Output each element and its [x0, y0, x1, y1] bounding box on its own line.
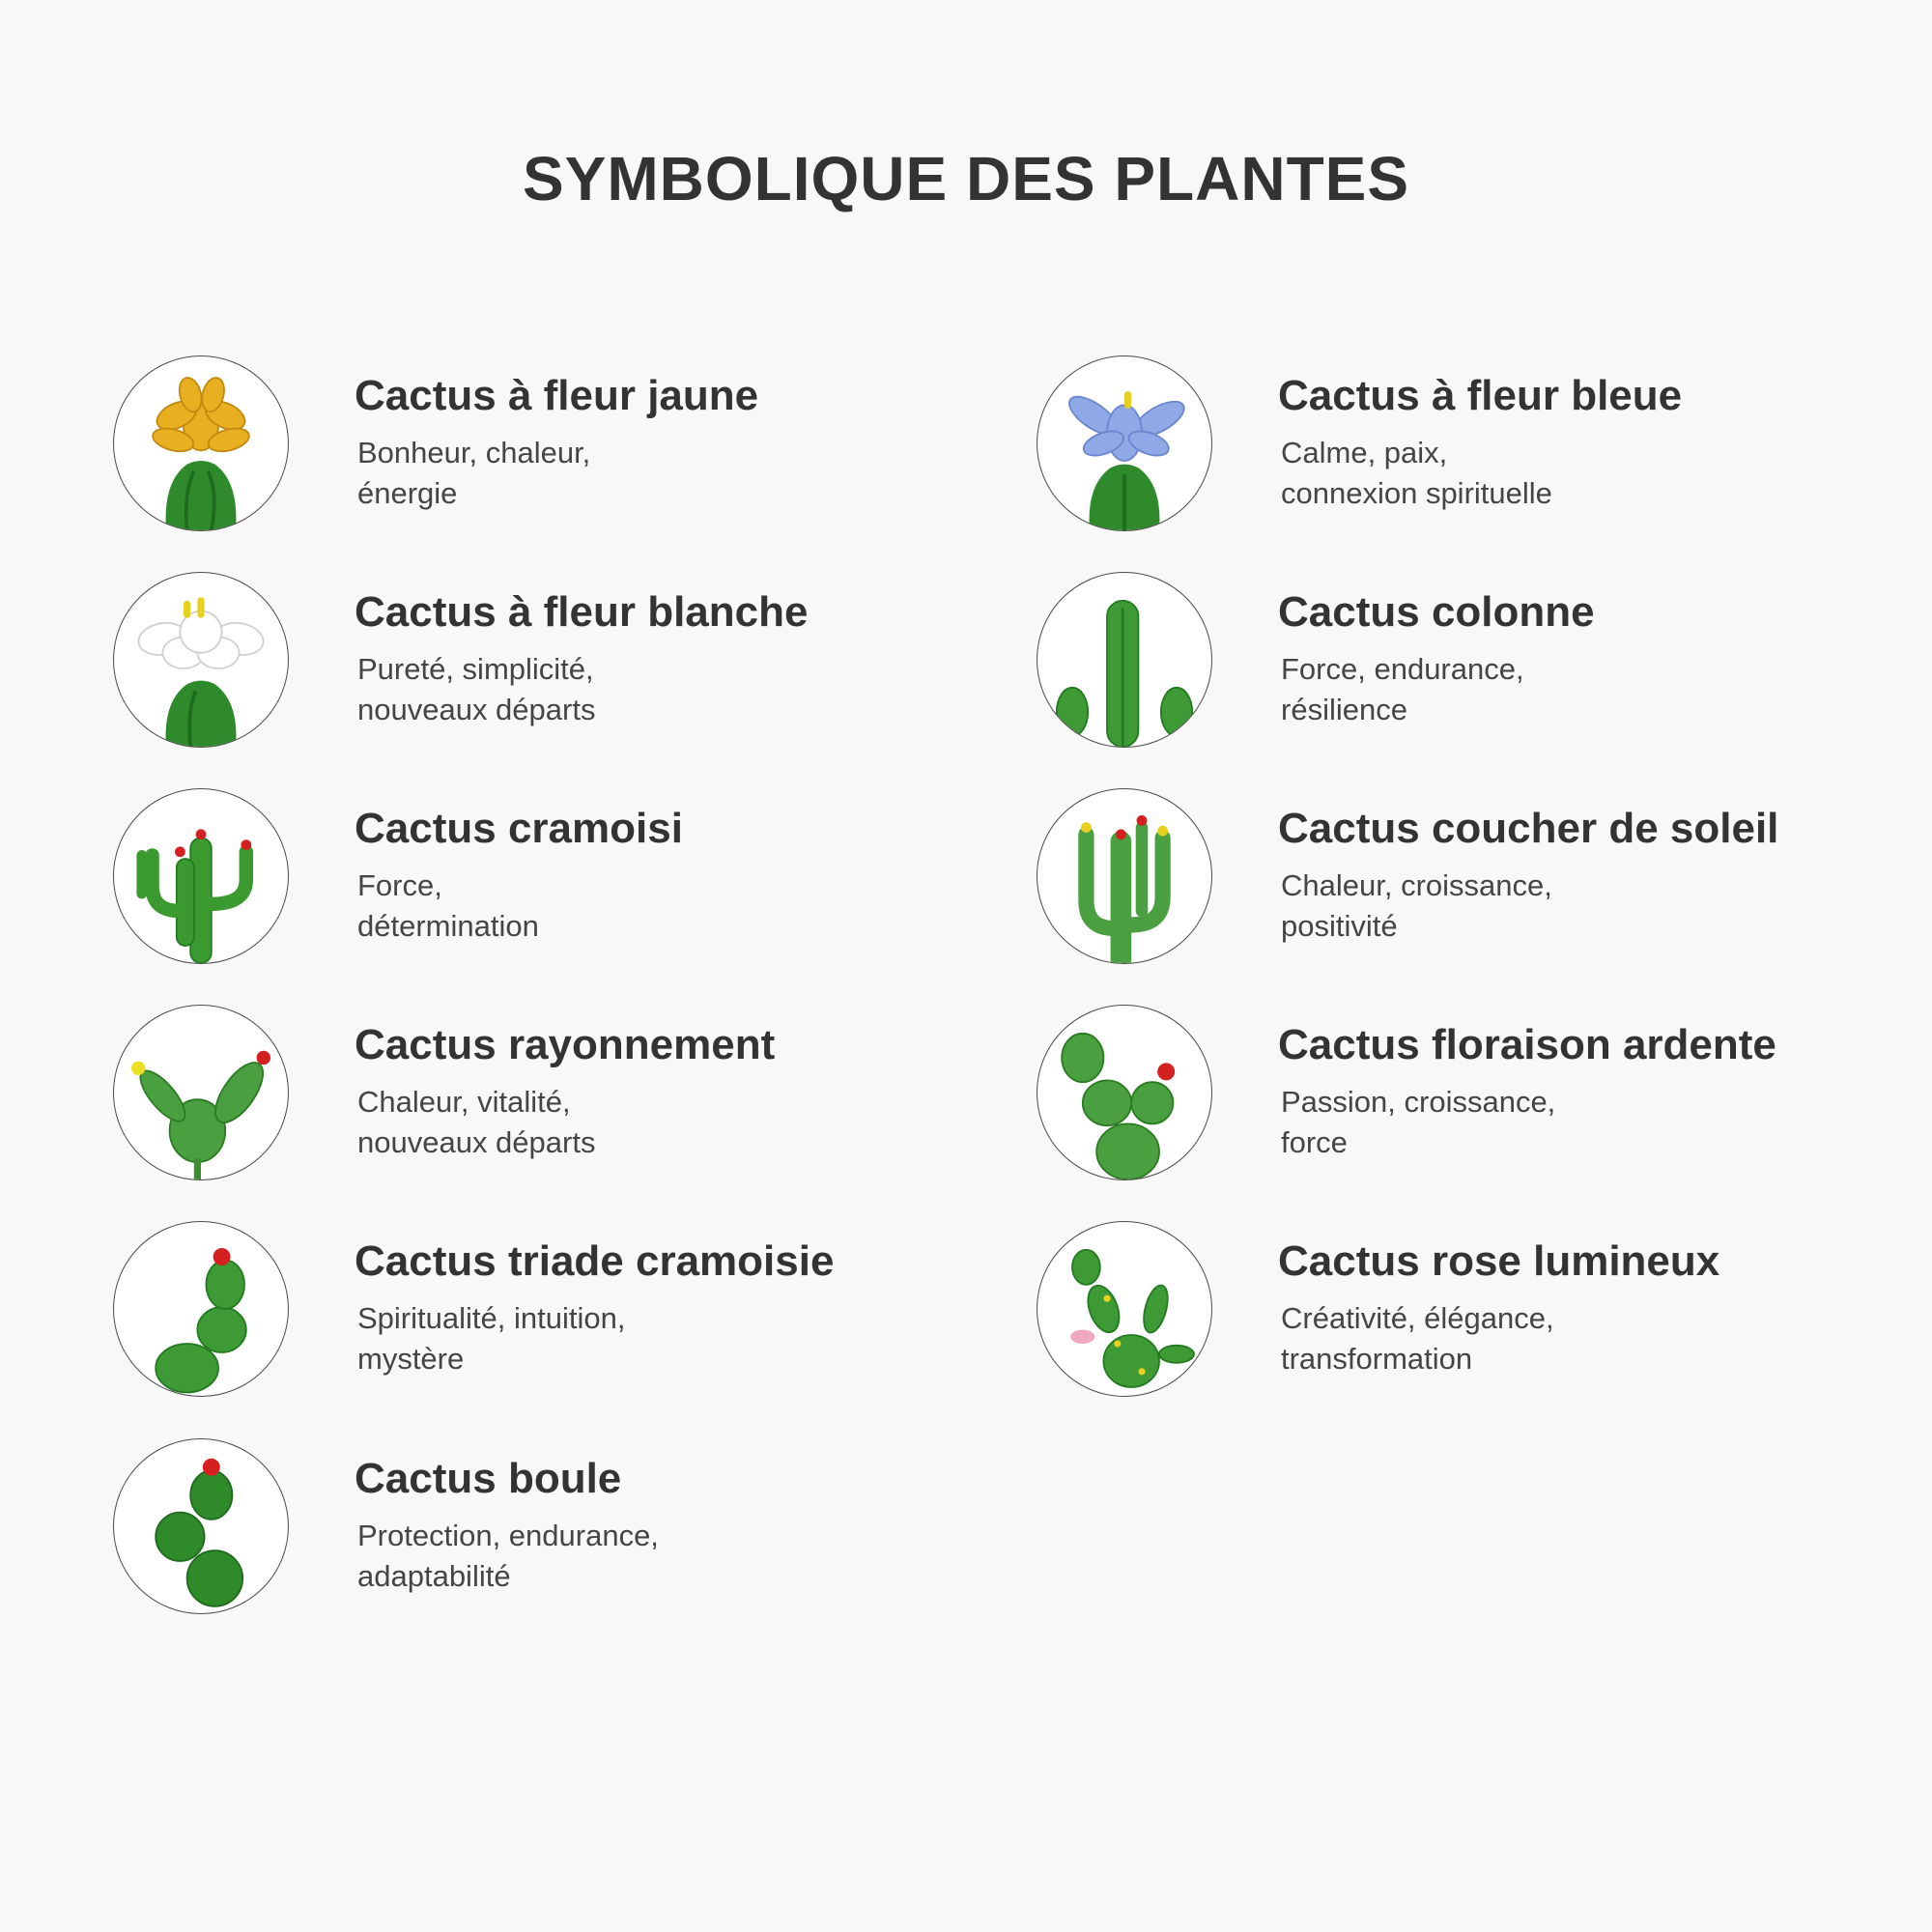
plant-meaning: Force, détermination: [357, 868, 539, 944]
plant-name: Cactus cramoisi: [355, 805, 683, 852]
luminous-pink-cactus-icon: [1037, 1221, 1212, 1397]
blue-flower-cactus-icon: [1037, 355, 1212, 531]
ball-cactus-icon: [113, 1438, 289, 1614]
plant-name: Cactus rayonnement: [355, 1021, 776, 1068]
yellow-flower-cactus-icon: [113, 355, 289, 531]
plant-item-crimson: [113, 788, 982, 972]
plant-item-ball: [113, 1438, 982, 1622]
plant-name: Cactus colonne: [1278, 588, 1595, 636]
plant-name: Cactus coucher de soleil: [1278, 805, 1779, 852]
plant-name: Cactus rose lumineux: [1278, 1237, 1720, 1285]
plant-meaning: Force, endurance, résilience: [1281, 652, 1524, 727]
plant-item-column: [1037, 572, 1906, 755]
plant-meaning: Spiritualité, intuition, mystère: [357, 1301, 626, 1377]
crimson-triad-cactus-icon: [113, 1221, 289, 1397]
column-cactus-icon: [1037, 572, 1212, 748]
plant-name: Cactus à fleur jaune: [355, 372, 759, 419]
plant-item-sunset: [1037, 788, 1906, 972]
white-flower-cactus-icon: [113, 572, 289, 748]
plant-meaning: Calme, paix, connexion spirituelle: [1281, 436, 1552, 511]
plant-name: Cactus triade cramoisie: [355, 1237, 835, 1285]
plant-meaning: Bonheur, chaleur, énergie: [357, 436, 591, 511]
plant-meaning: Passion, croissance, force: [1281, 1085, 1556, 1160]
plant-meaning: Protection, endurance, adaptabilité: [357, 1519, 659, 1594]
fiery-bloom-cactus-icon: [1037, 1005, 1212, 1180]
plant-meaning: Chaleur, croissance, positivité: [1281, 868, 1552, 944]
plant-item-yellow-flower: [113, 355, 982, 539]
plant-meaning: Chaleur, vitalité, nouveaux départs: [357, 1085, 596, 1160]
plant-meaning: Créativité, élégance, transformation: [1281, 1301, 1554, 1377]
plant-name: Cactus floraison ardente: [1278, 1021, 1776, 1068]
plant-name: Cactus à fleur blanche: [355, 588, 809, 636]
crimson-cactus-icon: [113, 788, 289, 964]
plant-meaning: Pureté, simplicité, nouveaux départs: [357, 652, 596, 727]
plant-item-fiery-bloom: [1037, 1005, 1906, 1188]
plant-item-radiance: [113, 1005, 982, 1188]
plant-item-luminous-pink: [1037, 1221, 1906, 1405]
plant-item-blue-flower: [1037, 355, 1906, 539]
plant-item-white-flower: [113, 572, 982, 755]
plant-name: Cactus boule: [355, 1455, 622, 1502]
page-title: SYMBOLIQUE DES PLANTES: [522, 144, 1410, 213]
radiance-cactus-icon: [113, 1005, 289, 1180]
plant-item-crimson-triad: [113, 1221, 982, 1405]
sunset-cactus-icon: [1037, 788, 1212, 964]
plant-name: Cactus à fleur bleue: [1278, 372, 1683, 419]
